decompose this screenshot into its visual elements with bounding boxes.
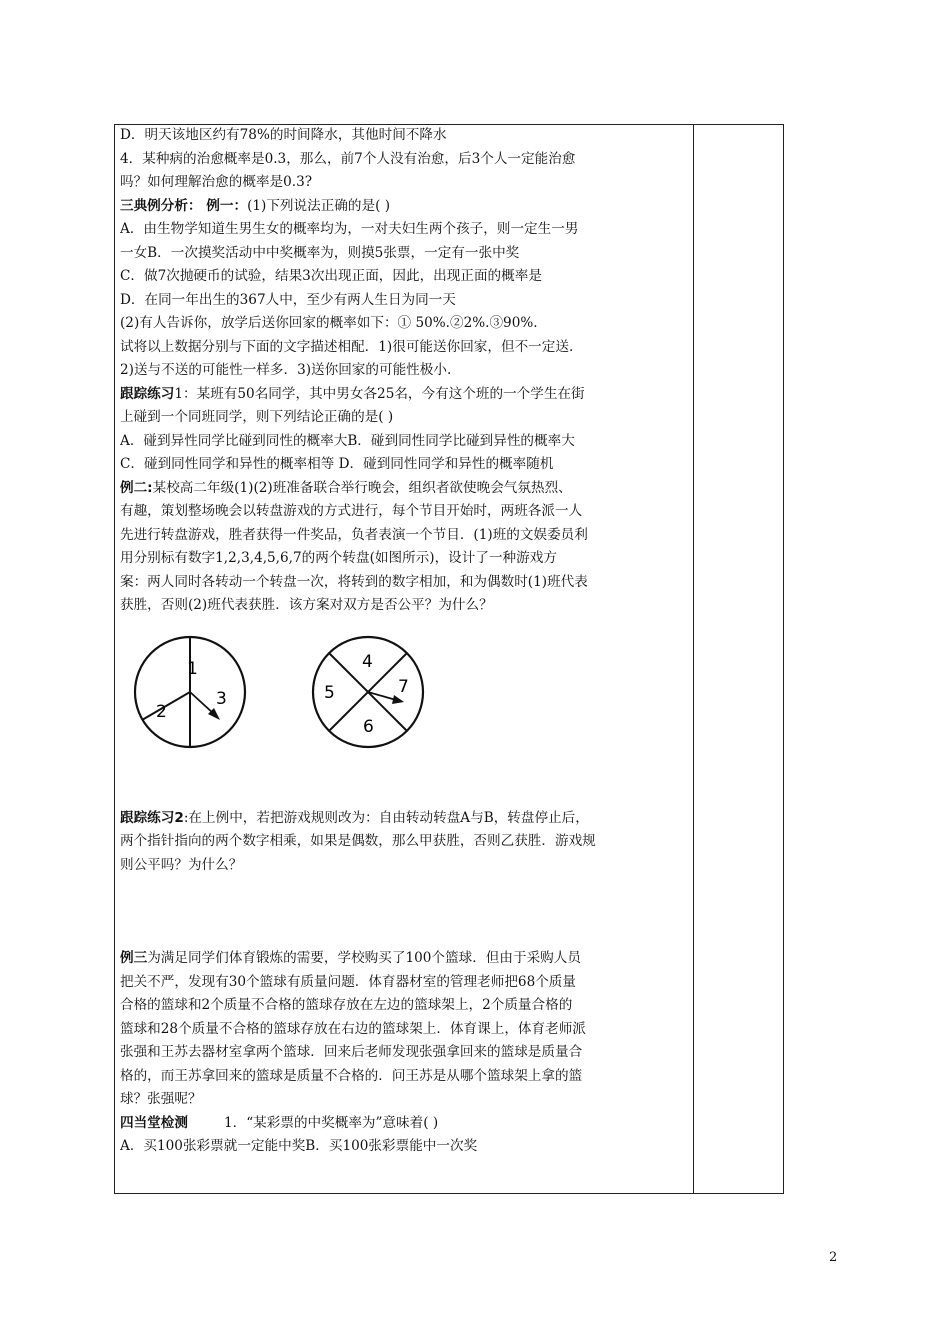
check-question: 1．“某彩票的中奖概率为”意味着( ) bbox=[223, 1114, 439, 1131]
text-line: 一女B．一次摸奖活动中中奖概率为，则摸5张票，一定有一张中奖 bbox=[120, 244, 520, 261]
page-number: 2 bbox=[829, 1250, 838, 1265]
text-line: A．由生物学知道生男生女的概率均为，一对夫妇生两个孩子，则一定生一男 bbox=[120, 221, 579, 237]
check-heading: 四当堂检测 bbox=[120, 1114, 188, 1131]
text-line: 篮球和28个质量不合格的篮球存放在右边的篮球架上．体育课上，体育老师派 bbox=[120, 1020, 586, 1037]
worksheet-content bbox=[120, 124, 688, 1159]
example-2-heading: 例二: bbox=[120, 479, 153, 496]
spinner-b-label-7: 7 bbox=[398, 676, 409, 697]
spinner-a-label-1: 1 bbox=[187, 658, 198, 679]
text-line: 合格的篮球和2个质量不合格的篮球存放在左边的篮球架上，2个质量合格的 bbox=[120, 997, 573, 1013]
text-line: 把关不严，发现有30个篮球有质量问题．体育器材室的管理老师把68个质量 bbox=[120, 973, 576, 990]
text-line: 获胜，否则(2)班代表获胜．该方案对双方是否公平？为什么？ bbox=[120, 597, 493, 613]
text-line: C．碰到同性同学和异性的概率相等 D．碰到同性同学和异性的概率随机 bbox=[120, 456, 554, 472]
text-line: D．在同一年出生的367人中，至少有两人生日为同一天 bbox=[120, 291, 456, 308]
text-line: 球？张强呢？ bbox=[120, 1091, 202, 1107]
text-line: 先进行转盘游戏，胜者获得一件奖品，负者表演一个节目．(1)班的文娱委员利 bbox=[120, 526, 588, 543]
text-line: A．买100张彩票就一定能中奖B．买100张彩票能中一次奖 bbox=[120, 1138, 478, 1154]
spinner-b-label-4: 4 bbox=[362, 651, 373, 672]
example-3-heading: 例三 bbox=[120, 950, 148, 966]
text-line: 4．某种病的治愈概率是0.3，那么，前7个人没有治愈，后3个人一定能治愈 bbox=[120, 150, 576, 167]
example-2-title bbox=[120, 477, 688, 501]
spinner-diagram bbox=[132, 634, 432, 759]
table-column-divider bbox=[693, 124, 694, 1194]
text-line: 张强和王苏去器材室拿两个篮球．回来后老师发现张强拿回来的篮球是质量合 bbox=[120, 1044, 583, 1060]
example-1-question: (1)下列说法正确的是( ) bbox=[247, 197, 391, 214]
text-line: 试将以上数据分别与下面的文字描述相配．1)很可能送你回家，但不一定送. bbox=[120, 338, 574, 355]
track-2-title bbox=[120, 807, 688, 831]
text-line: 上碰到一个同班同学，则下列结论正确的是( ) bbox=[120, 409, 394, 425]
example-3-title bbox=[120, 947, 688, 971]
text-line: 则公平吗？为什么？ bbox=[120, 856, 243, 873]
check-title bbox=[120, 1112, 688, 1136]
track-2-heading: 跟踪练习2 bbox=[120, 809, 184, 826]
example-2-first: 某校高二年级(1)(2)班准备联合举行晚会，组织者欲使晚会气氛热烈、 bbox=[152, 479, 572, 496]
example-3-first: 为满足同学们体育锻炼的需要，学校购买了100个篮球．但由于采购人员 bbox=[147, 950, 581, 966]
text-line: 有趣，策划整场晚会以转盘游戏的方式进行，每个节目开始时，两班各派一人 bbox=[120, 503, 583, 519]
track-1-first: 1：某班有50名同学，其中男女各25名，今有这个班的一个学生在街 bbox=[174, 385, 585, 402]
text-line: D．明天该地区约有78%的时间降水，其他时间不降水 bbox=[120, 127, 447, 143]
text-line: (2)有人告诉你，放学后送你回家的概率如下：① 50%.②2%.③90%. bbox=[120, 315, 538, 331]
text-line: 格的，而王苏拿回来的篮球是质量不合格的．问王苏是从哪个篮球架上拿的篮 bbox=[120, 1067, 583, 1084]
track-1-heading: 跟踪练习 bbox=[120, 385, 175, 402]
text-line: 两个指针指向的两个数字相乘，如果是偶数，那么甲获胜，否则乙获胜．游戏规 bbox=[120, 833, 596, 849]
track-2-first: :在上例中，若把游戏规则改为：自由转动转盘A与B，转盘停止后， bbox=[183, 809, 589, 826]
spinner-b-label-6: 6 bbox=[363, 716, 374, 737]
spinner-b-label-5: 5 bbox=[324, 682, 335, 703]
example-1-heading: 三典例分析： 例一： bbox=[120, 197, 248, 214]
text-line: 案：两人同时各转动一个转盘一次，将转到的数字相加，和为偶数时(1)班代表 bbox=[120, 573, 588, 590]
spinner-figure bbox=[120, 628, 688, 760]
text-line: 2)送与不送的可能性一样多．3)送你回家的可能性极小. bbox=[120, 362, 452, 378]
text-line: 吗？如何理解治愈的概率是0.3? bbox=[120, 174, 313, 190]
text-line: A．碰到异性同学比碰到同性的概率大B．碰到同性同学比碰到异性的概率大 bbox=[120, 432, 575, 449]
text-line: 用分别标有数字1,2,3,4,5,6,7的两个转盘(如图所示)，设计了一种游戏方 bbox=[120, 550, 557, 566]
spinner-a-pointer bbox=[190, 692, 214, 714]
track-1-title bbox=[120, 383, 688, 407]
text-line: C．做7次抛硬币的试验，结果3次出现正面，因此，出现正面的概率是 bbox=[120, 268, 542, 284]
spinner-a-label-3: 3 bbox=[216, 688, 227, 709]
spinner-a-label-2: 2 bbox=[156, 701, 167, 722]
example-1-title bbox=[120, 195, 688, 219]
